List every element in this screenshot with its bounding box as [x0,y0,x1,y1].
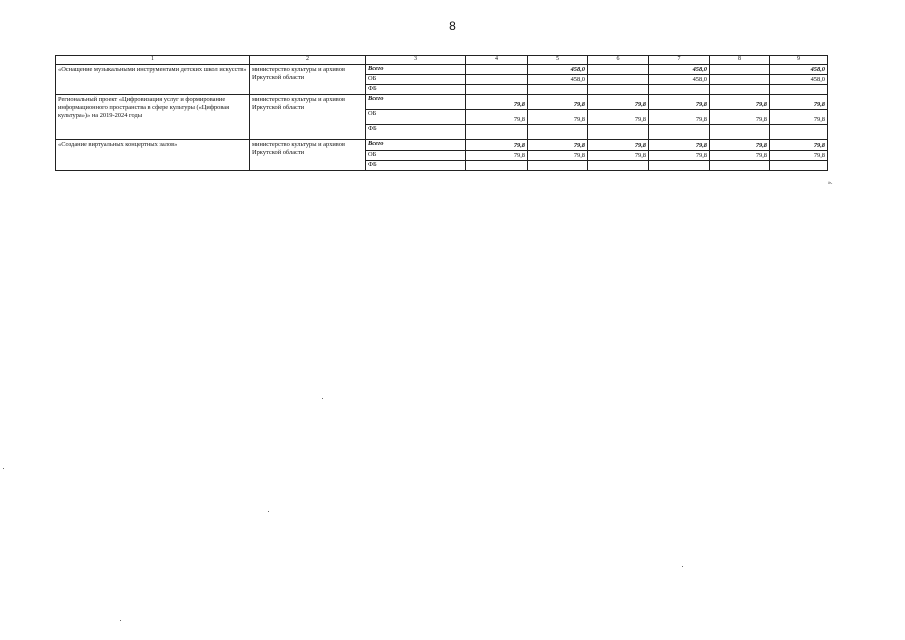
executor-cell: министерство культуры и архивов Иркутской области [250,64,366,94]
scan-speck [3,468,4,469]
event-name-cell: «Оснащение музыкальными инструментами детских школ искусств» [56,64,250,94]
value-cell [649,84,710,94]
funding-source-cell: ФБ [366,84,466,94]
value-cell: 458,0 [770,64,828,74]
value-cell: 79,8 [770,150,828,160]
funding-source-cell: ОБ [366,109,466,124]
funding-source-cell: ФБ [366,124,466,139]
value-cell [588,64,649,74]
value-cell: 79,8 [528,94,588,109]
value-cell: 79,8 [649,139,710,150]
value-cell: 79,8 [528,139,588,150]
value-cell [466,74,528,84]
value-cell: 79,8 [588,109,649,124]
value-cell [528,160,588,170]
value-cell: 79,8 [466,94,528,109]
value-cell [466,64,528,74]
value-cell: 79,8 [770,139,828,150]
value-cell [588,84,649,94]
value-cell [588,124,649,139]
value-cell [466,160,528,170]
value-cell: 458,0 [528,64,588,74]
column-header: 2 [250,56,366,65]
table-row [56,139,828,150]
scan-speck [120,620,121,621]
value-cell: 79,8 [710,94,770,109]
value-cell: 79,8 [770,94,828,109]
column-header: 1 [56,56,250,65]
funding-source-cell: ФБ [366,160,466,170]
value-cell [710,160,770,170]
value-cell: 79,8 [528,109,588,124]
table-row [56,64,828,74]
column-header: 5 [528,56,588,65]
scan-speck [322,398,323,399]
value-cell [528,84,588,94]
column-header: 9 [770,56,828,65]
funding-source-cell: Всего [366,94,466,109]
value-cell [466,84,528,94]
value-cell: 79,8 [710,150,770,160]
value-cell: 79,8 [528,150,588,160]
value-cell: 79,8 [466,139,528,150]
column-header: 3 [366,56,466,65]
value-cell [588,160,649,170]
value-cell [770,160,828,170]
event-name-cell: Региональный проект «Цифровизация услуг и формирование информационного пространства в сфере культуры («Цифровая культура»)» на 2019-2024 годы [56,94,250,139]
funding-table [55,55,828,171]
value-cell: 79,8 [649,150,710,160]
value-cell: 79,8 [770,109,828,124]
value-cell: 79,8 [466,150,528,160]
value-cell [649,124,710,139]
column-header: 4 [466,56,528,65]
value-cell: 79,8 [710,139,770,150]
value-cell: 79,8 [710,109,770,124]
value-cell [770,124,828,139]
scan-speck [268,511,269,512]
value-cell: 458,0 [649,64,710,74]
value-cell: 458,0 [770,74,828,84]
funding-source-cell: ОБ [366,74,466,84]
value-cell [710,124,770,139]
funding-source-cell: Всего [366,64,466,74]
scan-speck [682,566,683,567]
table-row [56,94,828,109]
closing-quote-mark: ». [828,180,833,186]
value-cell: 458,0 [528,74,588,84]
funding-source-cell: Всего [366,139,466,150]
value-cell: 79,8 [588,94,649,109]
column-header: 7 [649,56,710,65]
column-header: 8 [710,56,770,65]
value-cell [710,74,770,84]
value-cell [710,84,770,94]
value-cell: 79,8 [649,94,710,109]
page-number: 8 [449,19,456,33]
value-cell [528,124,588,139]
value-cell: 79,8 [588,150,649,160]
value-cell [649,160,710,170]
value-cell: 458,0 [649,74,710,84]
value-cell: 79,8 [466,109,528,124]
value-cell [588,74,649,84]
column-number-row [56,56,828,65]
value-cell [710,64,770,74]
value-cell: 79,8 [649,109,710,124]
event-name-cell: «Создание виртуальных концертных залов» [56,139,250,170]
value-cell [770,84,828,94]
funding-source-cell: ОБ [366,150,466,160]
value-cell [466,124,528,139]
executor-cell: министерство культуры и архивов Иркутской области [250,94,366,139]
executor-cell: министерство культуры и архивов Иркутской области [250,139,366,170]
column-header: 6 [588,56,649,65]
value-cell: 79,8 [588,139,649,150]
